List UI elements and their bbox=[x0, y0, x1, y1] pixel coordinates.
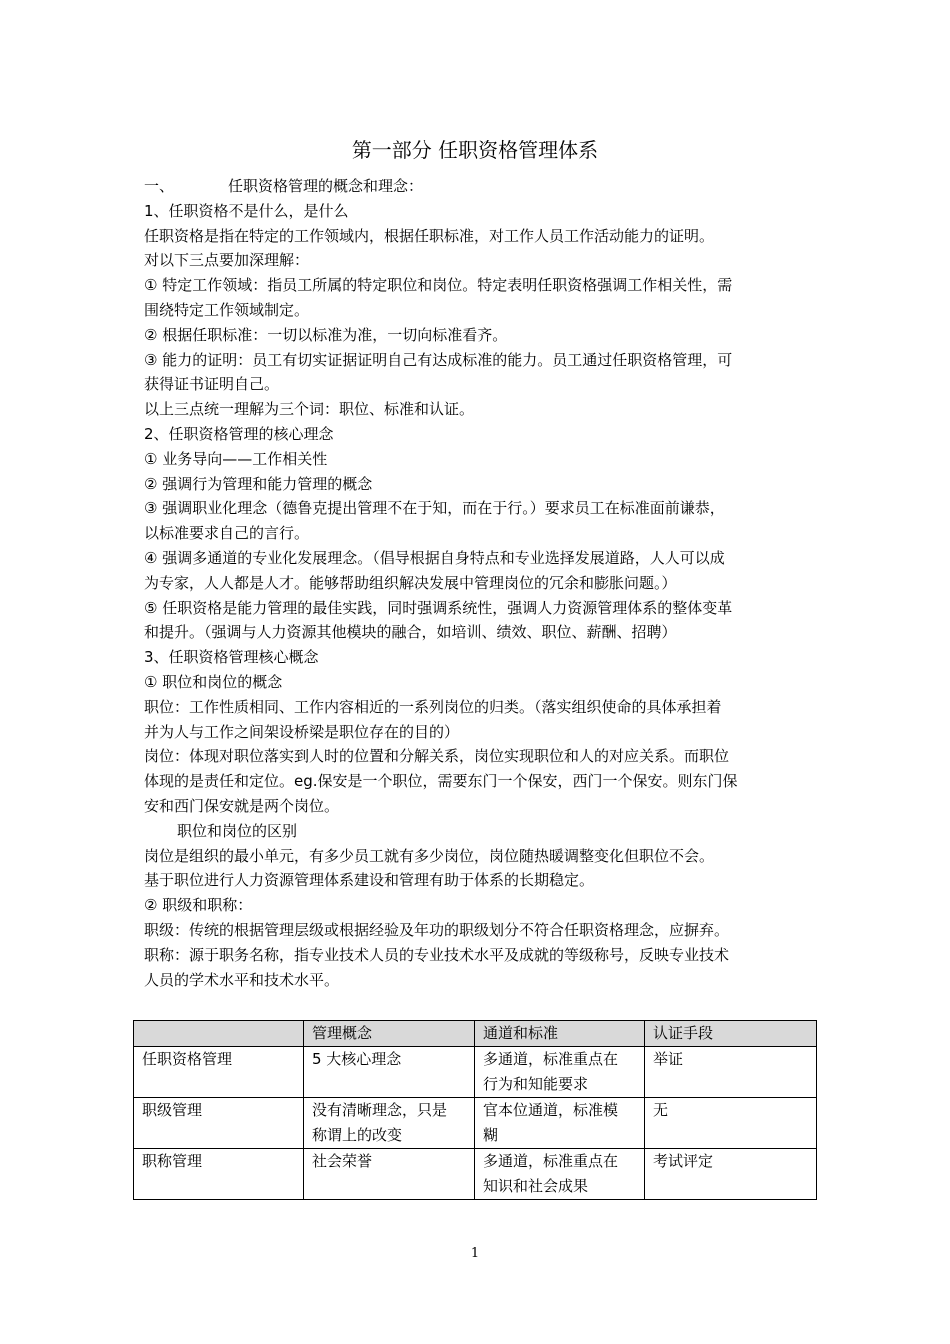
text-line: 基于职位进行人力资源管理体系建设和管理有助于体系的长期稳定。 bbox=[144, 871, 595, 890]
table-cell bbox=[304, 1098, 475, 1149]
table-cell: 考试评定 bbox=[645, 1149, 817, 1200]
text-line: 岗位：体现对职位落实到人时的位置和分解关系，岗位实现职位和人的对应关系。而职位 bbox=[144, 747, 730, 766]
cell-line: 糊 bbox=[483, 1126, 499, 1144]
text-line: 以标准要求自己的言行。 bbox=[144, 524, 310, 543]
table-header-cell bbox=[134, 1021, 304, 1047]
cell-line: 没有清晰理念，只是 bbox=[312, 1101, 448, 1119]
text-line: 职位：工作性质相同、工作内容相近的一系列岗位的归类。（落实组织使命的具体承担着 bbox=[144, 697, 722, 716]
cell-line: 官本位通道，标准模 bbox=[483, 1101, 619, 1119]
text-line: ④ 强调多通道的专业化发展理念。（倡导根据自身特点和专业选择发展道路，人人可以成 bbox=[144, 548, 725, 567]
page-title: 第一部分 任职资格管理体系 bbox=[351, 138, 599, 162]
table-cell: 举证 bbox=[645, 1047, 817, 1098]
text-line: 对以下三点要加深理解： bbox=[144, 251, 310, 270]
section-number: 一、 bbox=[144, 177, 175, 195]
text-line: ① 业务导向——工作相关性 bbox=[144, 449, 328, 468]
text-line: 安和西门保安就是两个岗位。 bbox=[144, 796, 340, 815]
text-line-indented: 职位和岗位的区别 bbox=[177, 821, 298, 840]
text-line: 以上三点统一理解为三个词：职位、标准和认证。 bbox=[144, 400, 475, 419]
table-cell bbox=[475, 1098, 645, 1149]
table-header-row bbox=[134, 1021, 817, 1047]
text-line: 为专家，人人都是人才。能够帮助组织解决发展中管理岗位的冗余和膨胀问题。） bbox=[144, 573, 677, 592]
cell-line: 多通道，标准重点在 bbox=[483, 1050, 619, 1068]
table-cell: 社会荣誉 bbox=[304, 1149, 475, 1200]
document-body bbox=[144, 174, 816, 992]
cell-line: 行为和知能要求 bbox=[483, 1075, 589, 1093]
cell-line: 多通道，标准重点在 bbox=[483, 1152, 619, 1170]
table-cell: 职级管理 bbox=[134, 1098, 304, 1149]
text-line: 岗位是组织的最小单元，有多少员工就有多少岗位，岗位随热暖调整变化但职位不会。 bbox=[144, 846, 715, 865]
table-row bbox=[134, 1149, 817, 1200]
table-cell: 5 大核心理念 bbox=[304, 1047, 475, 1098]
text-line: 2、任职资格管理的核心理念 bbox=[144, 424, 334, 443]
text-line: ② 职级和职称： bbox=[144, 896, 253, 915]
text-line: 任职资格是指在特定的工作领域内，根据任职标准，对工作人员工作活动能力的证明。 bbox=[144, 226, 715, 245]
comparison-table bbox=[133, 1020, 817, 1200]
text-line: 围绕特定工作领域制定。 bbox=[144, 300, 310, 319]
table-header-cell: 通道和标准 bbox=[475, 1021, 645, 1047]
table-cell bbox=[475, 1047, 645, 1098]
table-cell bbox=[475, 1149, 645, 1200]
text-line: 和提升。（强调与人力资源其他模块的融合，如培训、绩效、职位、薪酬、招聘） bbox=[144, 623, 677, 642]
text-line: 1、任职资格不是什么，是什么 bbox=[144, 201, 349, 220]
table-row bbox=[134, 1047, 817, 1098]
text-line: 3、任职资格管理核心概念 bbox=[144, 648, 319, 667]
text-line: 体现的是责任和定位。eg.保安是一个职位，需要东门一个保安，西门一个保安。则东门保 bbox=[144, 772, 738, 791]
cell-line: 称谓上的改变 bbox=[312, 1126, 403, 1144]
text-line: ③ 强调职业化理念（德鲁克提出管理不在于知，而在于行。）要求员工在标准面前谦恭， bbox=[144, 499, 725, 518]
text-line: ① 特定工作领域：指员工所属的特定职位和岗位。特定表明任职资格强调工作相关性，需 bbox=[144, 276, 733, 295]
text-line: 获得证书证明自己。 bbox=[144, 375, 280, 394]
table-cell: 无 bbox=[645, 1098, 817, 1149]
cell-line: 知识和社会成果 bbox=[483, 1177, 589, 1195]
table-row bbox=[134, 1098, 817, 1149]
text-line: ② 强调行为管理和能力管理的概念 bbox=[144, 474, 373, 493]
page-number: 1 bbox=[470, 1246, 480, 1261]
section-heading bbox=[144, 174, 816, 199]
section-title: 任职资格管理的概念和理念： bbox=[228, 177, 424, 195]
text-line: 并为人与工作之间架设桥梁是职位存在的目的） bbox=[144, 722, 460, 741]
text-line: 职称：源于职务名称，指专业技术人员的专业技术水平及成就的等级称号，反映专业技术 bbox=[144, 945, 730, 964]
text-line: ⑤ 任职资格是能力管理的最佳实践，同时强调系统性，强调人力资源管理体系的整体变革 bbox=[144, 598, 733, 617]
text-line: 职级：传统的根据管理层级或根据经验及年功的职级划分不符合任职资格理念，应摒弃。 bbox=[144, 920, 730, 939]
table-cell: 任职资格管理 bbox=[134, 1047, 304, 1098]
text-line: 人员的学术水平和技术水平。 bbox=[144, 970, 340, 989]
table-cell: 职称管理 bbox=[134, 1149, 304, 1200]
table-header-cell: 管理概念 bbox=[304, 1021, 475, 1047]
text-line: ① 职位和岗位的概念 bbox=[144, 672, 283, 691]
text-line: ③ 能力的证明：员工有切实证据证明自己有达成标准的能力。员工通过任职资格管理，可 bbox=[144, 350, 733, 369]
table-header-cell: 认证手段 bbox=[645, 1021, 817, 1047]
text-line: ② 根据任职标准：一切以标准为准，一切向标准看齐。 bbox=[144, 325, 508, 344]
